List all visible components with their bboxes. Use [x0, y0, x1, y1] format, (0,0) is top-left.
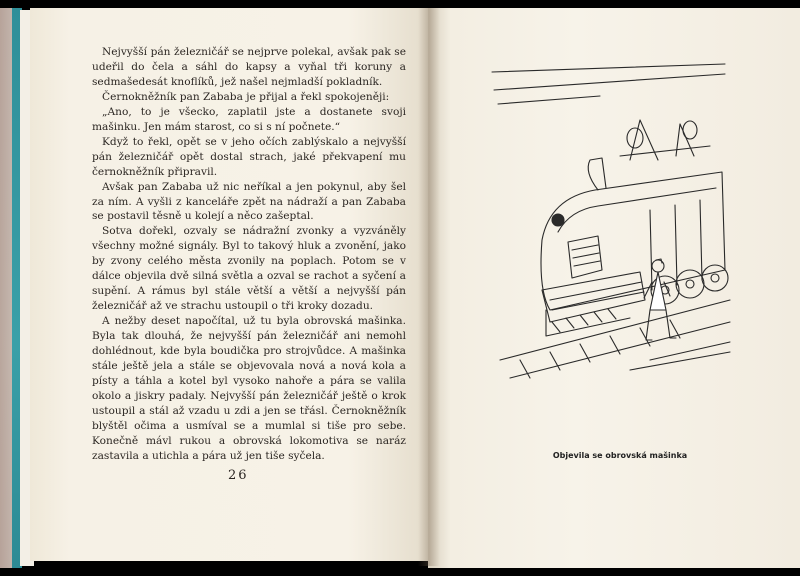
page-number: 26	[228, 468, 249, 483]
paragraph: Avšak pan Zababa už nic neříkal a jen pokynul, aby šel za ním. A vyšli z kanceláře zpět na nádraží a pan Zababa se postavil těsně u kolejí a něco zašeptal.	[92, 180, 406, 223]
paragraph: Sotva dořekl, ozvaly se nádražní zvonky a vyzváněly všechny možné signály. Byl to takový hluk a zvonění, jako by zvony celého města zvonily na poplach. Potom se v dálce objevila dvě silná světla a ozval se rachot a syčení a supění. A rámus byl stále větší a větší a nejvyšší pán železničář až ve strachu ustoupil o tři kroky dozadu.	[92, 225, 406, 313]
book-gutter	[418, 8, 440, 566]
book-cover-edge-pink	[0, 8, 12, 568]
illustration-caption: Objevila se obrovská mašinka	[552, 451, 688, 460]
left-page-text	[92, 45, 406, 464]
paragraph: A nežby deset napočítal, už tu byla obrovská mašinka. Byla tak dlouhá, že nejvyšší pán železničář ani nemohl dohlédnout, kde byla boudička pro strojvůdce. A mašinka stále ještě jela a stále se objevovala nová a nová kola a písty a táhla a kotel byl vysoko nahoře a pára se valila okolo a jiskry padaly. Nejvyšší pán železničář ještě o krok ustoupil a stál až vzadu u zdi a jen se třásl. Černokněžník blyštěl očima a usmíval se a mumlal si tiše pro sebe. Konečně mávl rukou a obrovská lokomotiva se naráz zastavila a utichla a pára už jen tiše syčela.	[92, 315, 406, 462]
paragraph: Nejvyšší pán železničář se nejprve polekal, avšak pak se udeřil do čela a sáhl do kapsy a vyňal tři koruny a sedmašedesát knoflíků, jež našel nejmladší pokladník.	[92, 46, 406, 88]
paragraph: Černokněžník pan Zababa je přijal a řekl spokojeněji:	[102, 90, 390, 103]
paragraph: „Ano, to je všecko, zaplatil jste a dostanete svoji mašinku. Jen mám starost, co si s ní počnete.“	[92, 105, 406, 133]
locomotive-illustration	[480, 60, 740, 390]
paragraph: Když to řekl, opět se v jeho očích zablýskalo a nejvyšší pán železničář opět dostal strach, jaké překvapení mu černokněžník připravil.	[92, 135, 406, 178]
